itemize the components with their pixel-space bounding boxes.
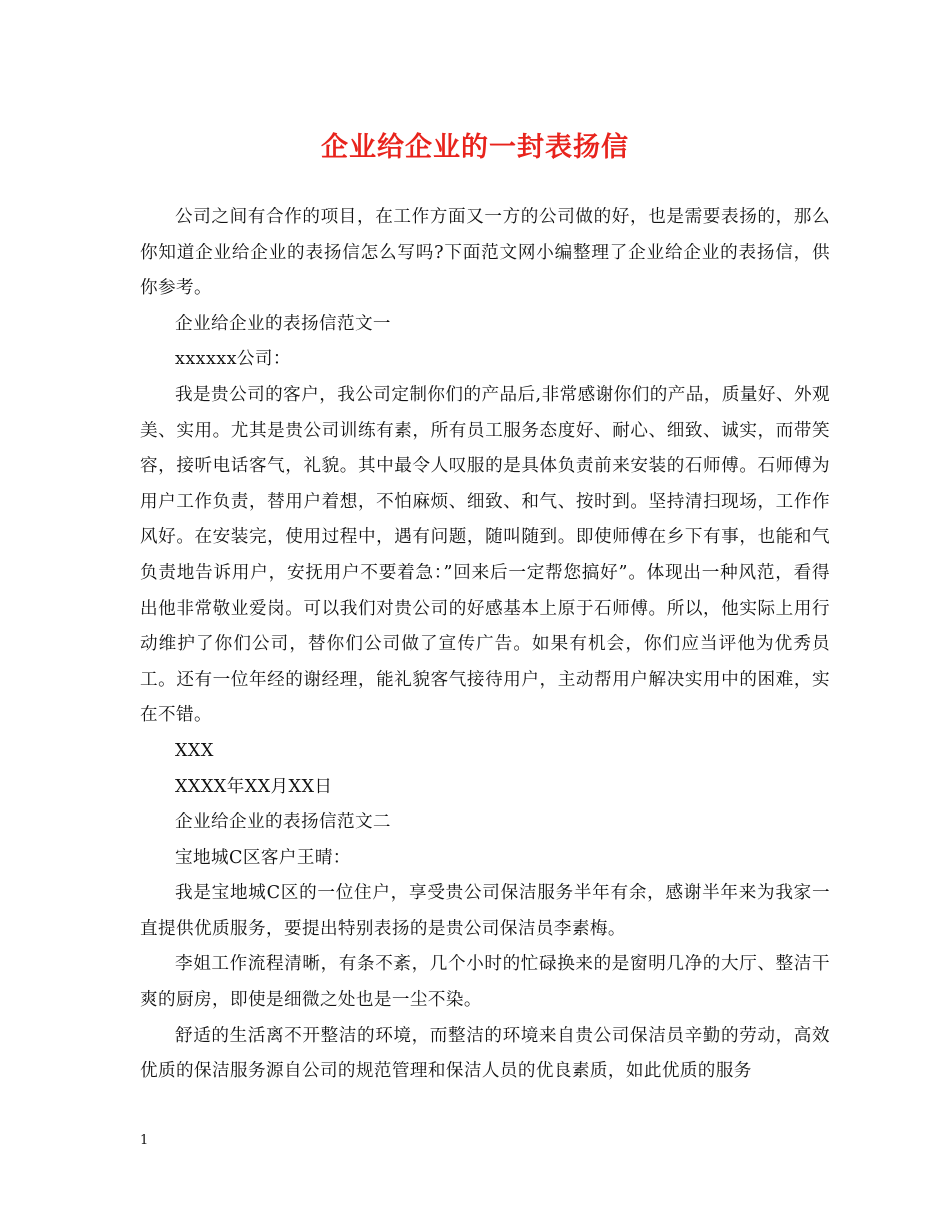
document-body <box>140 200 830 1090</box>
date-one: XXXX年XX月XX日 <box>175 776 333 797</box>
paragraph-letter-two-c: 舒适的生活离不开整洁的环境，而整洁的环境来自贵公司保洁员辛勤的劳动，高效优质的保洁服务源自公司的规范管理和保洁人员的优良素质，如此优质的服务 <box>140 1025 830 1082</box>
document-title: 企业给企业的一封表扬信 <box>321 132 629 163</box>
paragraph-letter-two-a: 我是宝地城C区的一位住户，享受贵公司保洁服务半年有余，感谢半年来为我家一直提供优质服务，要提出特别表扬的是贵公司保洁员李素梅。 <box>140 883 830 939</box>
page-number: 1 <box>140 1133 149 1148</box>
paragraph-letter-one: 我是贵公司的客户，我公司定制你们的产品后,非常感谢你们的产品，质量好、外观美、实用。尤其是贵公司训练有素，所有员工服务态度好、耐心、细致、诚实，而带笑容，接听电话客气，礼貌。其中最令人叹服的是具体负责前来安装的石师傅。石师傅为用户工作负责，替用户着想，不怕麻烦、细致、和气、按时到。坚持清扫现场，工作作风好。在安装完，使用过程中，遇有问题，随叫随到。即使师傅在乡下有事，也能和气负责地告诉用户，安抚用户不要着急：”回来后一定帮您搞好”。体现出一种风范，看得出他非常敬业爱岗。可以我们对贵公司的好感基本上原于石师傅。所以，他实际上用行动维护了你们公司，替你们公司做了宣传广告。如果有机会，你们应当评他为优秀员工。还有一位年经的谢经理，能礼貌客气接待用户，主动帮用户解决实用中的困难，实在不错。 <box>140 384 830 726</box>
paragraph-letter-two-b: 李姐工作流程清晰，有条不紊，几个小时的忙碌换来的是窗明几净的大厅、整洁干爽的厨房，即使是细微之处也是一尘不染。 <box>140 954 830 1011</box>
salutation-two: 宝地城C区客户王晴： <box>175 847 351 868</box>
heading-sample-one: 企业给企业的表扬信范文一 <box>175 313 391 334</box>
paragraph-intro: 公司之间有合作的项目，在工作方面又一方的公司做的好，也是需要表扬的，那么你知道企业给企业的表扬信怎么写吗?下面范文网小编整理了企业给企业的表扬信，供你参考。 <box>140 207 830 299</box>
heading-sample-two: 企业给企业的表扬信范文二 <box>175 812 391 833</box>
signature-one: XXX <box>175 740 214 761</box>
salutation-one: xxxxxx公司： <box>175 349 291 370</box>
